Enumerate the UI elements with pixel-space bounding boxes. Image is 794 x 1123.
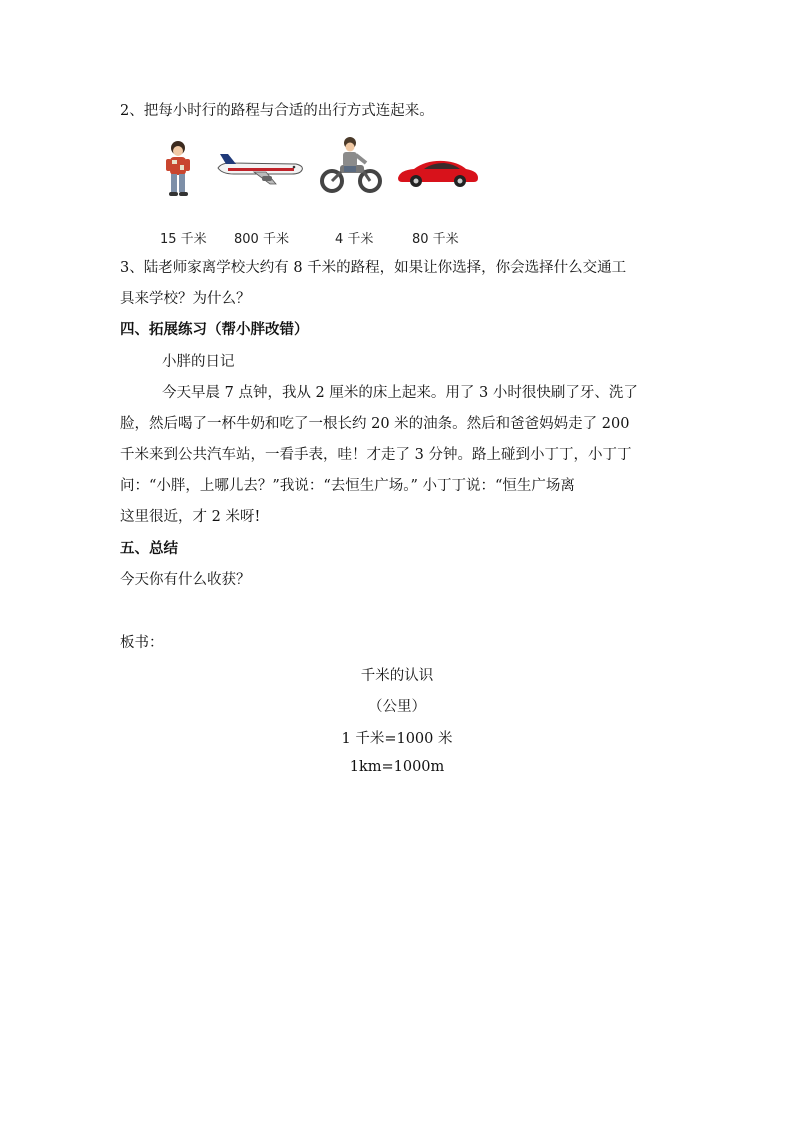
diary-title: 小胖的日记: [162, 354, 235, 370]
question-3-line-2: 具来学校？为什么？: [120, 291, 251, 307]
section-5-heading: 五、总结: [120, 540, 178, 557]
car-icon: [396, 158, 480, 188]
board-equation: 1km=1000m: [349, 759, 445, 775]
distance-label: 80 千米: [412, 232, 459, 247]
board-label: 板书：: [120, 635, 164, 651]
question-2: 2、把每小时行的路程与合适的出行方式连起来。: [120, 103, 434, 119]
board-title: 千米的认识: [360, 668, 434, 684]
board-subtitle: （公里）: [368, 699, 426, 715]
summary-question: 今天你有什么收获？: [120, 572, 251, 588]
distance-label: 15 千米: [160, 232, 207, 247]
diary-line: 问：“小胖，上哪儿去？”我说：“去恒生广场。” 小丁丁说：“恒生广场离: [120, 478, 575, 494]
distance-label: 800 千米: [234, 232, 289, 247]
walking-boy-icon: [160, 140, 196, 200]
diary-line: 今天早晨 7 点钟，我从 2 厘米的床上起来。用了 3 小时很快刷了牙、洗了: [162, 385, 638, 401]
diary-line: 脸，然后喝了一杯牛奶和吃了一根长约 20 米的油条。然后和爸爸妈妈走了 200: [120, 416, 630, 432]
distance-label: 4 千米: [335, 232, 374, 247]
question-3-line-1: 3、陆老师家离学校大约有 8 千米的路程，如果让你选择，你会选择什么交通工: [120, 260, 627, 276]
motorcycle-icon: [320, 137, 382, 195]
board-equation: 1 千米=1000 米: [341, 731, 453, 747]
diary-line: 这里很近，才 2 米呀!: [120, 509, 261, 525]
section-4-heading: 四、拓展练习（帮小胖改错）: [120, 321, 309, 338]
diary-line: 千米来到公共汽车站，一看手表，哇！才走了 3 分钟。路上碰到小丁丁，小丁丁: [120, 447, 632, 463]
airplane-icon: [214, 152, 306, 186]
